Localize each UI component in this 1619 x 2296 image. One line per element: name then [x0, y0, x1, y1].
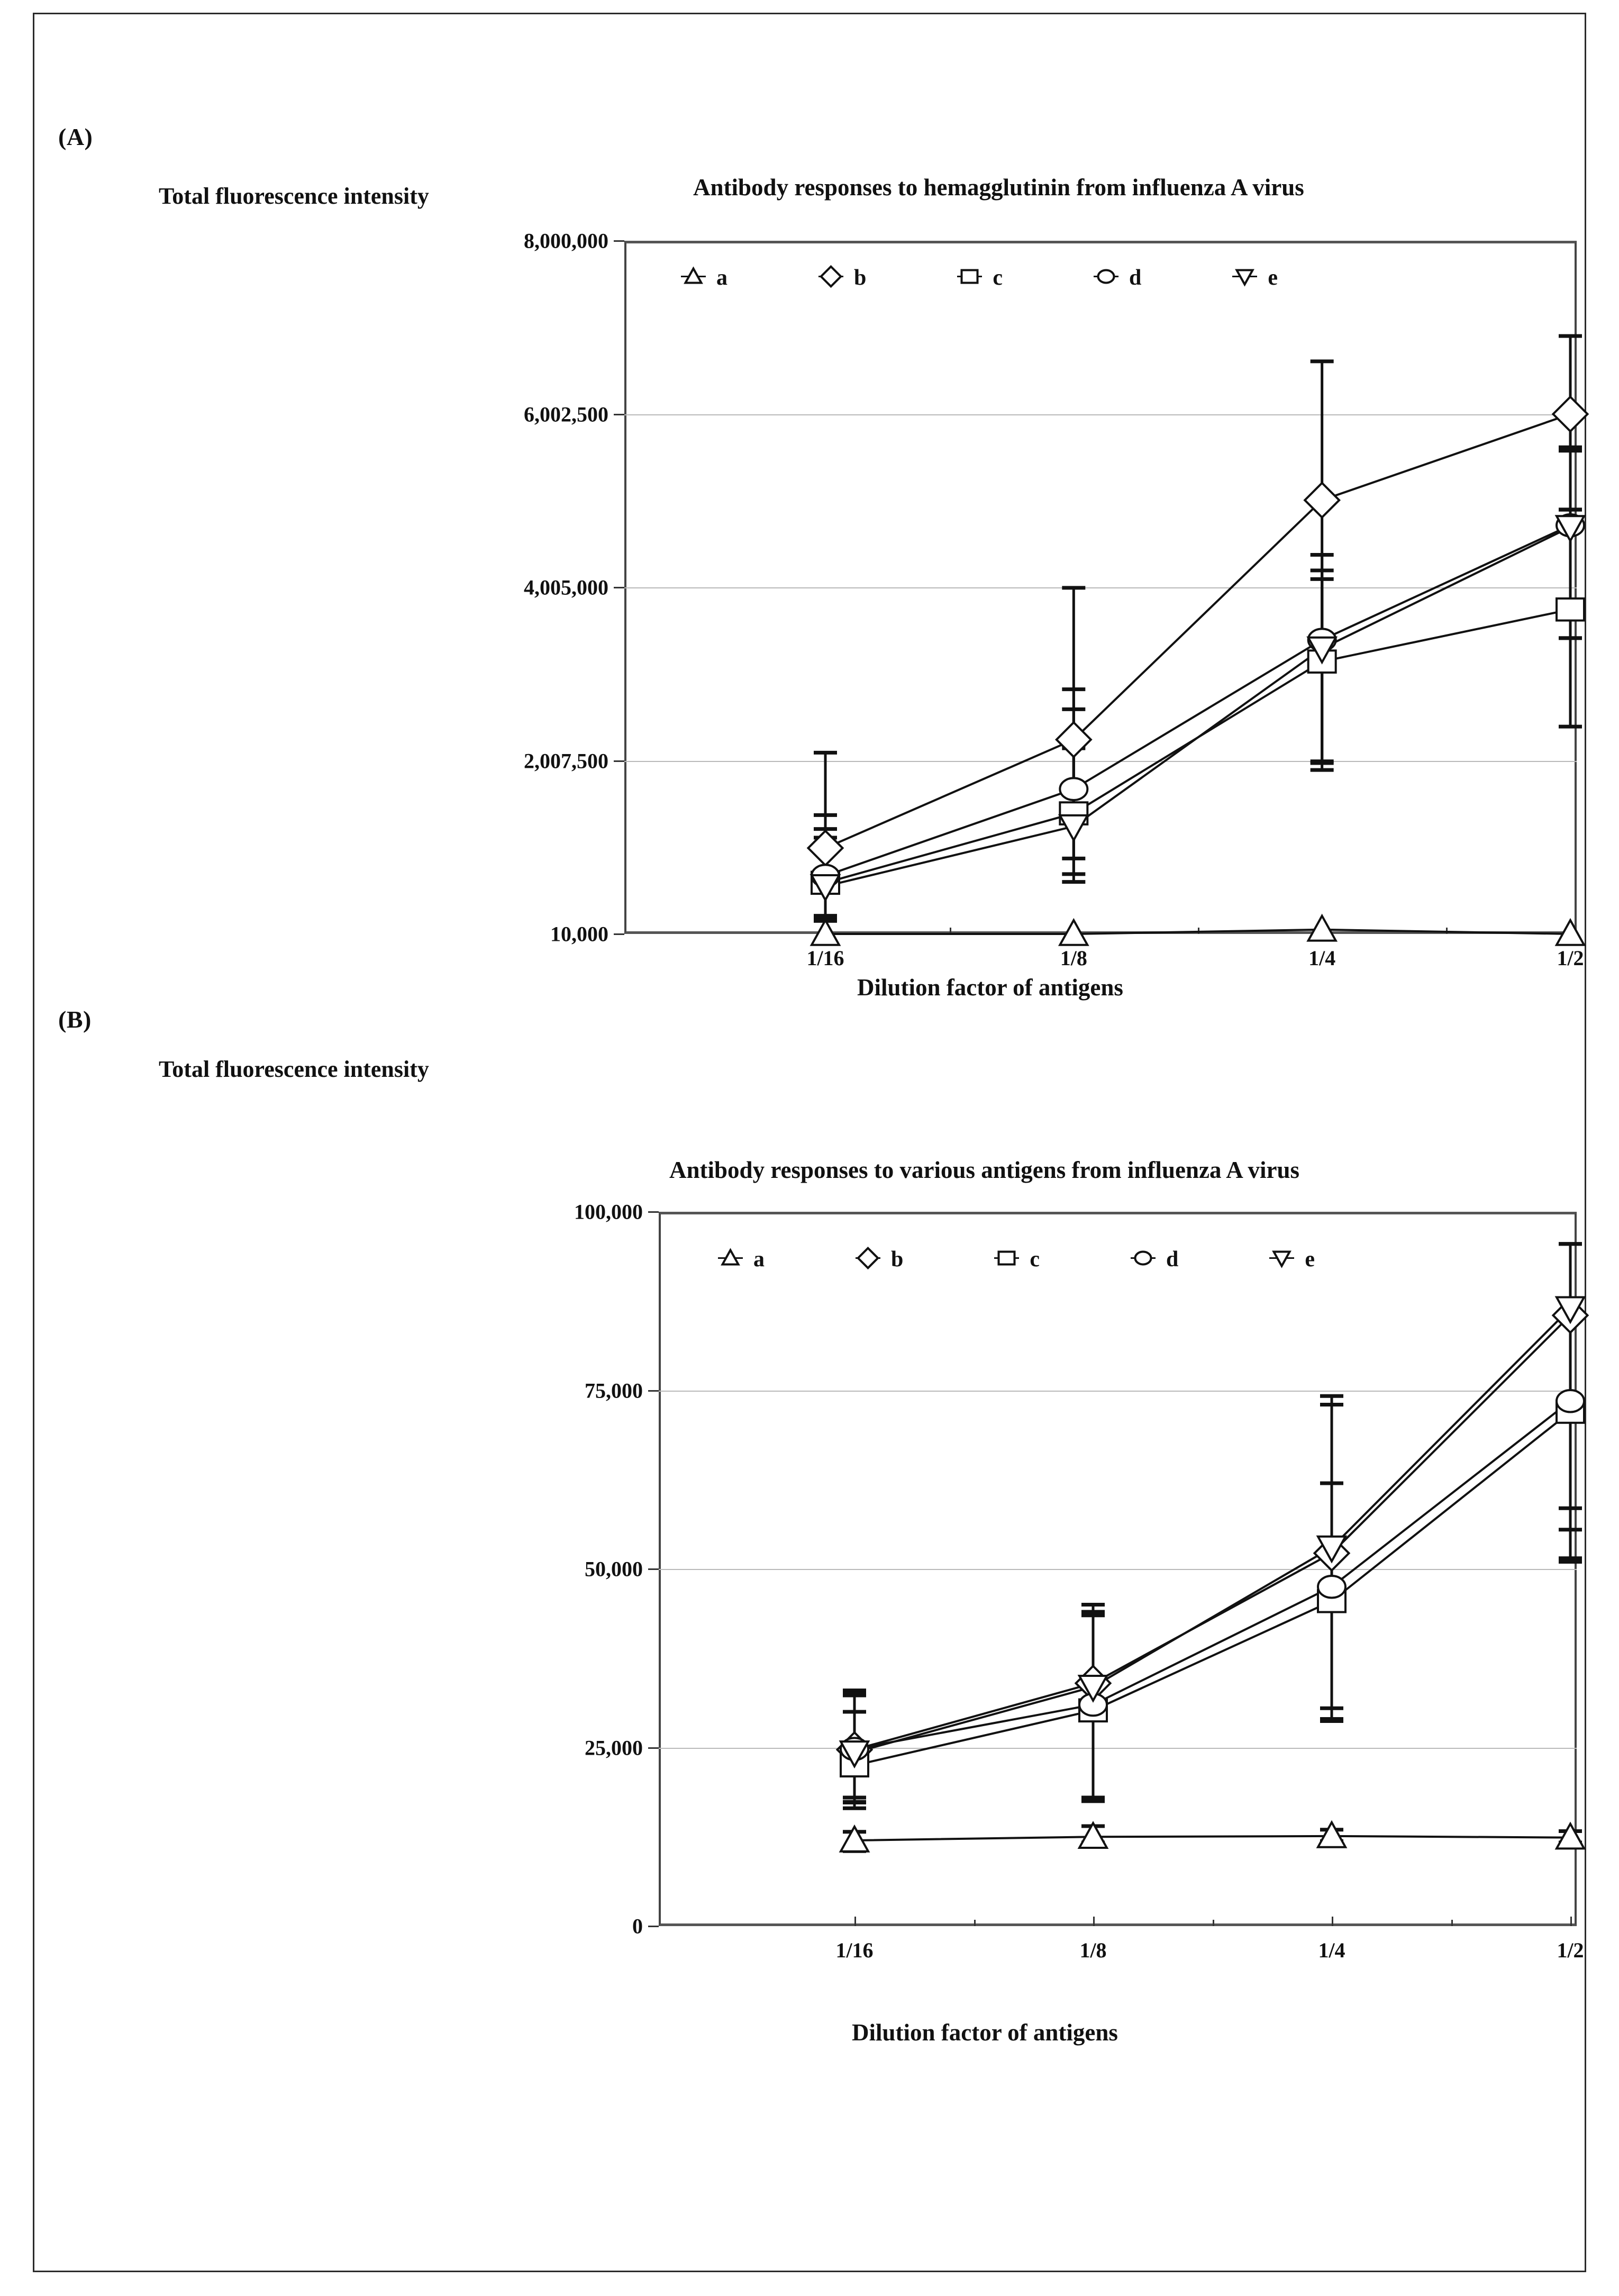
- y-tick-label: 2,007,500: [524, 749, 608, 773]
- x-tick-label: 1/2: [1557, 946, 1584, 970]
- y-tick-label: 0: [632, 1914, 643, 1938]
- y-tick-label: 50,000: [585, 1557, 643, 1581]
- y-tick-mark: [648, 1390, 659, 1392]
- legend-label: a: [753, 1247, 765, 1272]
- panel-b-series-layer: [659, 1212, 1577, 1926]
- panel-a-plot-area: [624, 241, 1577, 934]
- panel-a-x-axis-title: Dilution factor of antigens: [857, 974, 1123, 1001]
- legend-label: e: [1268, 266, 1278, 290]
- y-tick-mark: [614, 414, 624, 415]
- panel-b-y-axis-caption: Total fluorescence intensity: [159, 1056, 429, 1082]
- y-tick-label: 8,000,000: [524, 229, 608, 253]
- y-tick-label: 10,000: [550, 922, 608, 946]
- x-tick-label: 1/2: [1557, 1938, 1584, 1962]
- y-tick-mark: [648, 1747, 659, 1749]
- panel-b-x-axis-title: Dilution factor of antigens: [852, 2019, 1118, 2046]
- panel-b-plot-area: [659, 1212, 1577, 1926]
- x-tick-label: 1/16: [835, 1938, 874, 1962]
- y-tick-label: 75,000: [585, 1378, 643, 1402]
- y-tick-mark: [614, 587, 624, 588]
- y-tick-label: 6,002,500: [524, 402, 608, 426]
- y-tick-mark: [648, 1568, 659, 1570]
- legend-label: d: [1166, 1247, 1179, 1272]
- panel-a-chart-title: Antibody responses to hemagglutinin from influenza A virus: [693, 174, 1304, 201]
- y-tick-mark: [648, 1926, 659, 1927]
- x-tick-label: 1/8: [1079, 1938, 1107, 1962]
- y-tick-mark: [614, 933, 624, 935]
- y-tick-label: 25,000: [585, 1736, 643, 1759]
- legend-label: b: [891, 1247, 904, 1272]
- panel-a-y-axis-caption: Total fluorescence intensity: [159, 183, 429, 209]
- legend-label: c: [993, 266, 1003, 290]
- x-tick-label: 1/4: [1318, 1938, 1345, 1962]
- y-tick-label: 100,000: [574, 1200, 643, 1224]
- panel-b-letter: (B): [58, 1006, 92, 1033]
- panel-a-letter: (A): [58, 123, 93, 150]
- legend-label: d: [1129, 266, 1142, 290]
- y-tick-mark: [614, 760, 624, 762]
- panel-b-chart-title: Antibody responses to various antigens from influenza A virus: [669, 1157, 1299, 1183]
- x-tick-label: 1/4: [1308, 946, 1336, 970]
- x-tick-label: 1/8: [1060, 946, 1087, 970]
- legend-label: e: [1305, 1247, 1315, 1272]
- x-tick-label: 1/16: [806, 946, 844, 970]
- legend-label: a: [716, 266, 727, 290]
- y-tick-mark: [614, 240, 624, 242]
- legend-label: c: [1030, 1247, 1040, 1272]
- legend-label: b: [854, 266, 867, 290]
- panel-a-series-layer: [624, 241, 1577, 934]
- y-tick-mark: [648, 1211, 659, 1213]
- y-tick-label: 4,005,000: [524, 575, 608, 600]
